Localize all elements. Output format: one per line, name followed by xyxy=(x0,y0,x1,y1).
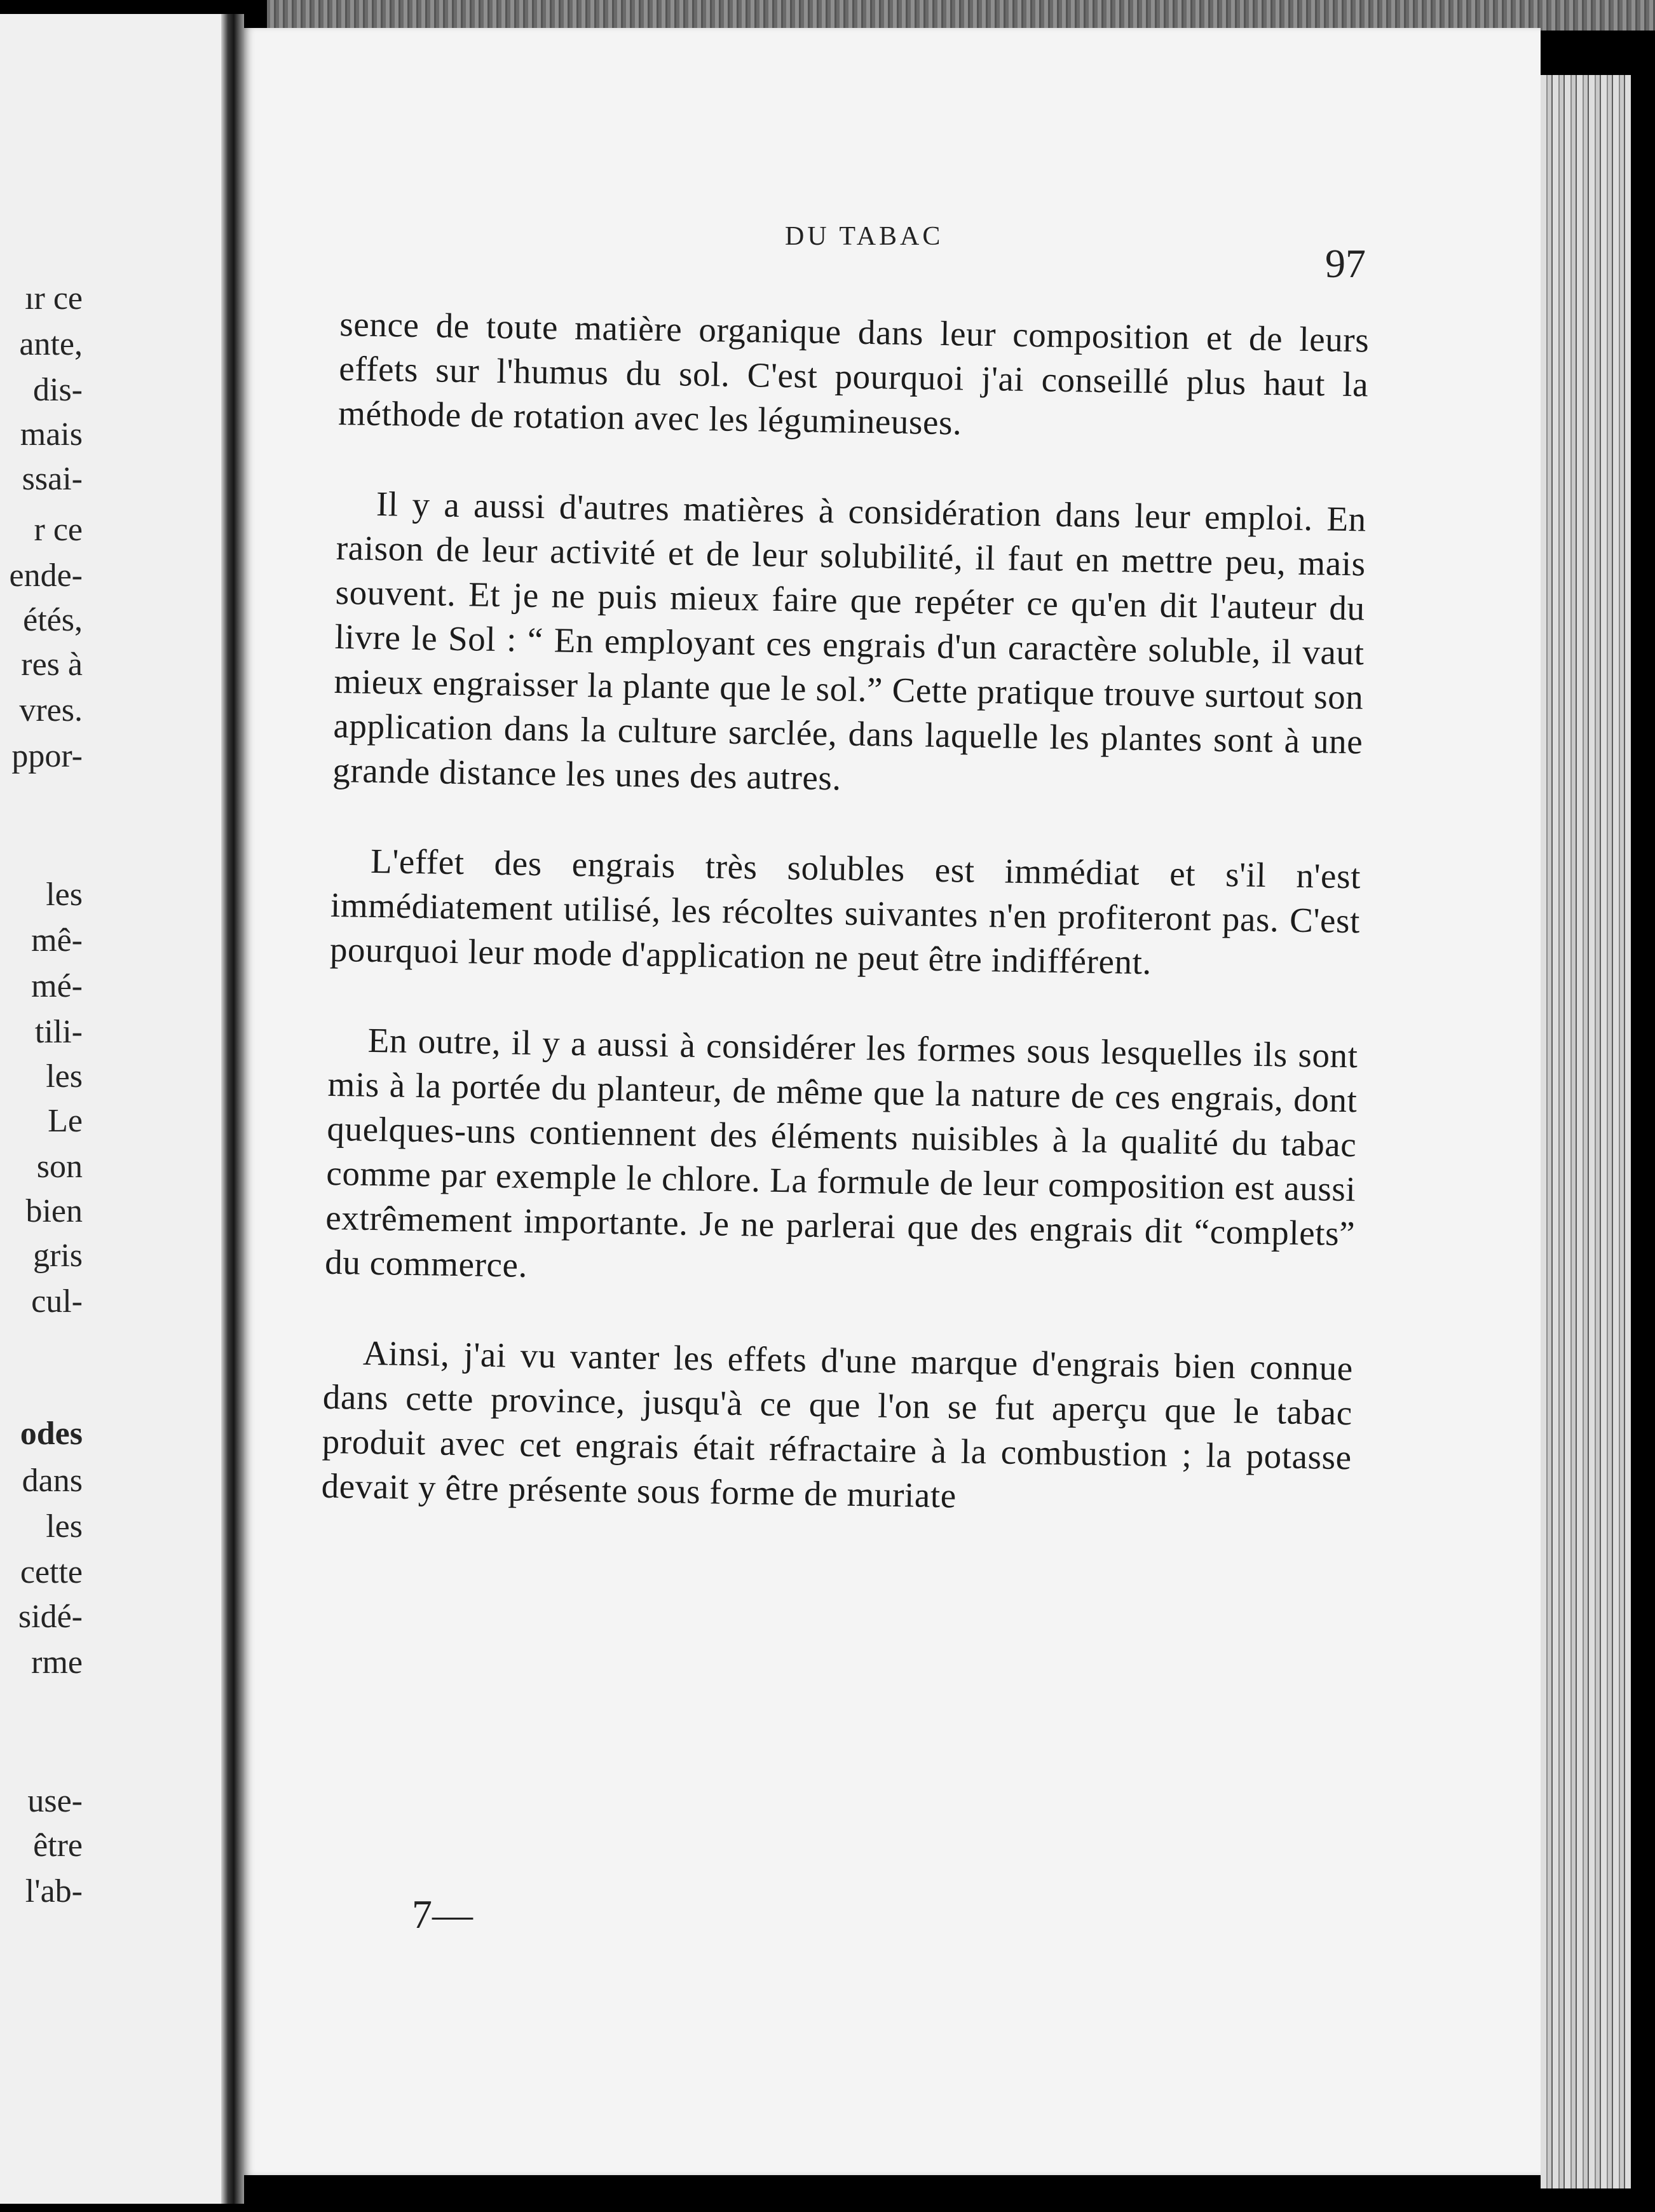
left-page-line: odes xyxy=(20,1416,83,1452)
left-page-line: tili- xyxy=(34,1014,83,1050)
running-head: DU TABAC xyxy=(785,222,944,251)
paragraph: sence de toute matière organique dans leur composition et de leurs effets sur l'humus du sol. C'est pourquoi j'ai conseillé plus haut la méthode de rotation avec les légumineuses. xyxy=(337,304,1370,442)
left-page-line: res à xyxy=(21,646,83,683)
left-page-line: rme xyxy=(31,1644,83,1681)
left-page-line: être xyxy=(33,1827,83,1864)
left-page-line: l'ab- xyxy=(25,1873,83,1909)
left-page-line: dans xyxy=(22,1463,83,1499)
left-page-line: ppor- xyxy=(11,738,83,774)
left-page-line: gris xyxy=(33,1238,83,1274)
paragraph: En outre, il y a aussi à considérer les formes sous lesquelles ils sont mis à la portée du planteur, de même que la nature de ces engrais, dont quelques-uns contiennent des éléments nuisibles à la qualité du tabac comme par exemple le chlore. La formule de leur composition est aussi extrêmement importante. Je ne parlerai que des engrais dit “complets” du commerce. xyxy=(324,1020,1359,1285)
left-page-line: dis- xyxy=(33,372,83,408)
paragraph: Ainsi, j'ai vu vanter les effets d'une marque d'engrais bien connue dans cette province, jusqu'à ce que l'on se fut aperçu que le tabac produit avec cet engrais était réfractaire à la combustion ; la potasse devait y être présente sous forme de muriate xyxy=(321,1333,1354,1515)
left-page-line: Le xyxy=(48,1103,83,1139)
book-spine xyxy=(221,14,244,2204)
left-page-line: cette xyxy=(20,1554,83,1590)
left-page-line: r ce xyxy=(34,512,83,548)
scan-top-edge xyxy=(267,0,1655,31)
left-page xyxy=(0,14,221,2204)
left-page-line: mé- xyxy=(31,968,83,1004)
left-page-line: son xyxy=(36,1149,83,1185)
left-page-line: mais xyxy=(20,416,83,453)
left-page-line: les xyxy=(46,877,83,913)
left-page-line: ır ce xyxy=(25,280,83,317)
left-page-line: les xyxy=(46,1508,83,1545)
left-page-line: mê- xyxy=(31,922,83,959)
left-page-line: sidé- xyxy=(18,1599,83,1635)
left-page-line: ende- xyxy=(9,557,83,594)
paragraph: Il y a aussi d'autres matières à considération dans leur emploi. En raison de leur activité et de leur solubilité, il faut en mettre peu, mais souvent. Et je ne puis mieux faire que repéter ce qu'en dit l'auteur du livre le Sol : “ En employant ces engrais d'un caractère soluble, il vaut mieux engraisser la plante que le sol.” Cette pratique trouve surtout son application dans la culture sarclée, dans laquelle les plantes sont à une grande distance les unes des autres. xyxy=(332,484,1367,798)
page-number: 97 xyxy=(1325,241,1366,286)
body-text xyxy=(320,302,1370,1570)
paragraph: L'effet des engrais très solubles est immédiat et s'il n'est immédiatement utilisé, les récoltes suivantes n'en profiteront pas. C'est pourquoi leur mode d'application ne peut être indifférent. xyxy=(329,841,1361,982)
left-page-line: ssai- xyxy=(22,461,83,497)
page-edges xyxy=(1541,75,1631,2188)
left-page-line: étés, xyxy=(23,602,83,638)
left-page-line: ante, xyxy=(19,326,83,362)
left-page-line: bien xyxy=(25,1193,83,1229)
left-page-line: use- xyxy=(27,1783,83,1819)
left-page-line: les xyxy=(46,1058,83,1095)
left-page-line: vres. xyxy=(19,692,83,728)
signature-mark: 7— xyxy=(412,1892,473,1937)
left-page-line: cul- xyxy=(31,1283,83,1320)
